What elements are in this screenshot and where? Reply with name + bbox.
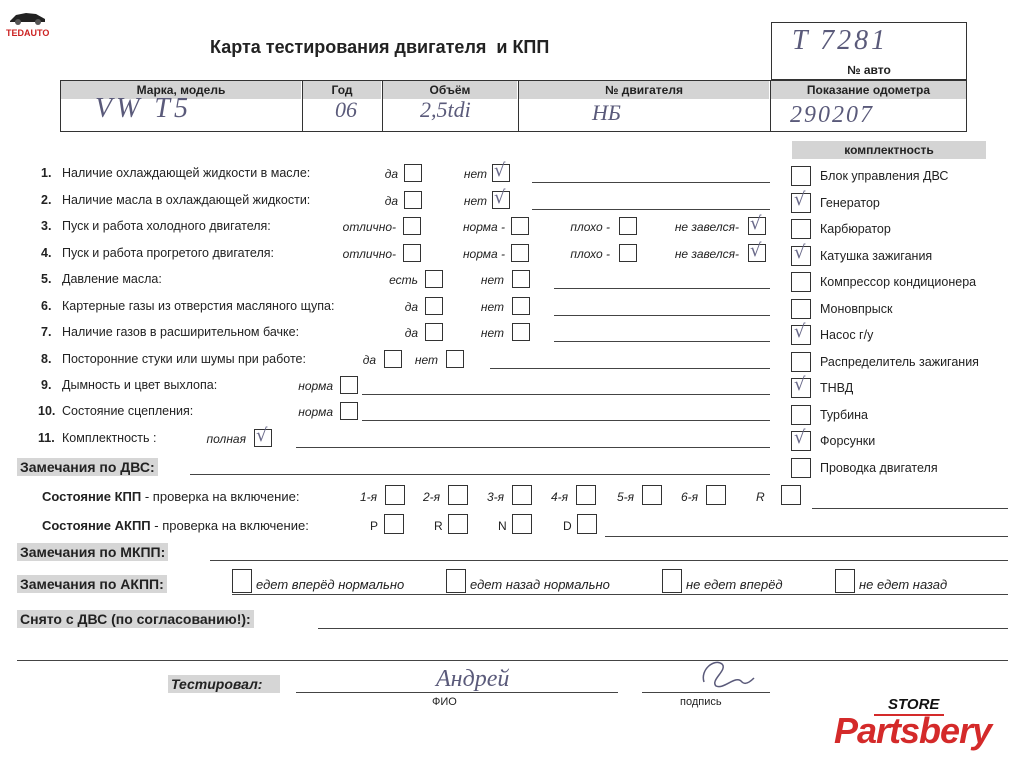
gear-checkbox[interactable] (781, 485, 801, 505)
kpp-label: Состояние КПП (42, 489, 142, 504)
question-number: 5. (41, 272, 52, 286)
option-label: норма - (462, 247, 505, 261)
completeness-checkbox[interactable] (791, 321, 811, 345)
completeness-item: Компрессор кондиционера (820, 275, 977, 289)
answer-line (296, 447, 770, 448)
akpp-remark-label: не едет вперёд (686, 577, 783, 592)
check-mark-icon: √ (794, 188, 806, 210)
gear-checkbox[interactable] (448, 485, 468, 505)
brand-value: VW T5 (95, 93, 192, 124)
check-mark-icon: √ (794, 374, 806, 395)
option-label: плохо - (570, 220, 610, 234)
option-label: нет (480, 326, 504, 340)
answer-line (532, 182, 770, 183)
option-checkbox[interactable] (403, 244, 421, 262)
option-checkbox[interactable] (512, 323, 530, 341)
remarks-dvs-label: Замечания по ДВС: (17, 458, 158, 476)
question-text: Наличие охлаждающей жидкости в масле: (62, 166, 311, 180)
option-checkbox[interactable] (404, 164, 422, 182)
completeness-checkbox[interactable] (791, 299, 811, 319)
question-text: Пуск и работа холодного двигателя: (62, 219, 271, 233)
completeness-item: Карбюратор (820, 222, 891, 236)
option-label: нет (480, 300, 504, 314)
check-mark-icon: √ (494, 160, 506, 181)
option-label: да (404, 300, 418, 314)
option-label: нет (480, 273, 504, 287)
completeness-item: Блок управления ДВС (820, 169, 949, 183)
year-value: 06 (335, 97, 357, 122)
option-label: да (384, 194, 398, 208)
option-checkbox[interactable] (619, 244, 637, 262)
akpp-remark-checkbox[interactable] (446, 569, 466, 593)
signature-line (642, 692, 770, 693)
question-number: 8. (41, 352, 52, 366)
gear-label: 5-я (617, 490, 635, 504)
option-checkbox[interactable] (512, 270, 530, 288)
option-checkbox[interactable] (492, 160, 510, 182)
auto-number-label: № авто (847, 63, 891, 77)
option-label: да (384, 167, 398, 181)
question-text: Наличие газов в расширительном бачке: (62, 325, 300, 339)
remarks-dvs-line (190, 474, 770, 475)
store-logo (830, 696, 1010, 756)
check-mark-icon: √ (794, 427, 806, 448)
brand-header: Марка, модель (61, 81, 301, 99)
question-text: Комплектность : (62, 431, 157, 445)
question-number: 1. (41, 166, 52, 180)
option-checkbox[interactable] (340, 402, 358, 420)
question-text: Пуск и работа прогретого двигателя: (62, 246, 274, 260)
question-text: Наличие масла в охлаждающей жидкости: (62, 193, 311, 207)
option-checkbox[interactable] (748, 213, 766, 235)
option-label: нет (463, 167, 487, 181)
gear-checkbox[interactable] (448, 514, 468, 534)
akpp-remark-checkbox[interactable] (835, 569, 855, 593)
option-checkbox[interactable] (619, 217, 637, 235)
completeness-checkbox[interactable] (791, 458, 811, 478)
completeness-checkbox[interactable] (791, 219, 811, 239)
completeness-checkbox[interactable] (791, 405, 811, 425)
option-label: не завелся- (674, 220, 739, 234)
question-text: Состояние сцепления: (62, 404, 194, 418)
option-checkbox[interactable] (254, 425, 272, 447)
auto-number-box (771, 22, 967, 80)
completeness-checkbox[interactable] (791, 166, 811, 186)
akpp-line (605, 536, 1008, 537)
completeness-checkbox[interactable] (791, 427, 811, 451)
question-number: 3. (41, 219, 52, 233)
gear-label: R (756, 490, 765, 504)
store-name: Partsbery (834, 710, 992, 751)
tester-name: Андрей (436, 666, 510, 692)
option-label: да (362, 353, 376, 367)
completeness-checkbox[interactable] (791, 241, 811, 266)
divider (518, 80, 519, 132)
completeness-title: комплектность (792, 141, 986, 159)
answer-line (532, 209, 770, 210)
question-text: Дымность и цвет выхлопа: (62, 378, 218, 392)
gear-label: P (370, 519, 379, 533)
question-number: 7. (41, 325, 52, 339)
gear-checkbox[interactable] (384, 514, 404, 534)
option-label: нет (414, 353, 438, 367)
kpp-row (42, 489, 299, 504)
question-number: 6. (41, 299, 52, 313)
question-text: Посторонние стуки или шумы при работе: (62, 352, 306, 366)
akpp-row (42, 518, 309, 533)
completeness-checkbox[interactable] (791, 374, 811, 398)
check-mark-icon: √ (750, 240, 762, 261)
car-icon (8, 8, 48, 26)
completeness-item: ТНВД (820, 381, 854, 395)
question-text: Картерные газы из отверстия масляного щупа: (62, 299, 335, 313)
logo (6, 8, 52, 40)
remarks-mkpp-label: Замечания по МКПП: (17, 543, 168, 561)
completeness-checkbox[interactable] (791, 352, 811, 372)
option-label: плохо - (570, 247, 610, 261)
answer-line (362, 420, 770, 421)
odometer-header: Показание одометра (771, 81, 966, 99)
removed-line-1 (318, 628, 1008, 629)
engine-value: НБ (592, 100, 621, 125)
option-checkbox[interactable] (511, 217, 529, 235)
gear-label: 6-я (681, 490, 699, 504)
akpp-remark-checkbox[interactable] (662, 569, 682, 593)
option-checkbox[interactable] (384, 350, 402, 368)
completeness-item: Генератор (820, 195, 880, 210)
removed-label: Снято с ДВС (по согласованию!): (17, 610, 254, 628)
answer-line (362, 394, 770, 395)
completeness-checkbox[interactable] (791, 272, 811, 292)
answer-line (554, 315, 770, 316)
answer-line (554, 341, 770, 342)
gear-label: 2-я (423, 490, 441, 504)
option-checkbox[interactable] (403, 217, 421, 235)
completeness-item: Моновпрыск (820, 301, 893, 316)
option-checkbox[interactable] (446, 350, 464, 368)
option-checkbox[interactable] (425, 270, 443, 288)
year-header: Год (303, 81, 381, 99)
divider (382, 80, 383, 132)
option-label: отлично- (342, 247, 396, 261)
completeness-item: Форсунки (820, 434, 876, 448)
question-number: 10. (38, 404, 56, 418)
akpp-remark-line (232, 594, 1008, 595)
option-label: норма (298, 379, 333, 393)
kpp-line (812, 508, 1008, 509)
akpp-label: Состояние АКПП (42, 518, 151, 533)
tested-label: Тестировал: (168, 675, 280, 693)
gear-checkbox[interactable] (642, 485, 662, 505)
gear-label: R (434, 519, 443, 533)
akpp-remark-label: едет назад нормально (470, 577, 610, 592)
remarks-akpp-label: Замечания по АКПП: (17, 575, 167, 593)
volume-header: Объём (383, 81, 517, 99)
option-label: норма (298, 405, 333, 419)
option-label: не завелся- (674, 247, 739, 261)
akpp-remark-checkbox[interactable] (232, 569, 252, 593)
signature-label: подпись (680, 696, 722, 708)
check-mark-icon: √ (494, 187, 506, 208)
check-mark-icon: √ (256, 425, 268, 446)
kpp-suffix: - проверка на включение: (141, 489, 300, 504)
odometer-value: 290207 (790, 102, 874, 128)
option-checkbox[interactable] (512, 297, 530, 315)
store-top-text: STORE (888, 696, 940, 713)
divider (302, 80, 303, 132)
option-checkbox[interactable] (404, 191, 422, 209)
option-checkbox[interactable] (492, 187, 510, 209)
option-checkbox[interactable] (425, 323, 443, 341)
completeness-item: Катушка зажигания (820, 248, 933, 263)
option-checkbox[interactable] (748, 240, 766, 262)
volume-value: 2,5tdi (420, 97, 471, 122)
akpp-remark-label: едет вперёд нормально (256, 577, 405, 592)
gear-label: N (498, 519, 507, 533)
option-label: да (404, 326, 418, 340)
auto-number-value: T 7281 (792, 25, 889, 56)
gear-label: 3-я (487, 490, 505, 504)
option-label: нет (463, 194, 487, 208)
removed-line-2 (17, 660, 1008, 661)
check-mark-icon: √ (794, 241, 806, 263)
completeness-checkbox[interactable] (791, 188, 811, 213)
question-number: 11. (38, 431, 55, 445)
logo-text: TEDAUTO (6, 28, 50, 38)
option-checkbox[interactable] (425, 297, 443, 315)
gear-checkbox[interactable] (576, 485, 596, 505)
completeness-item: Турбина (820, 407, 868, 422)
divider (770, 80, 771, 132)
gear-label: D (563, 519, 572, 533)
gear-label: 4-я (551, 490, 569, 504)
akpp-suffix: - проверка на включение: (150, 518, 309, 533)
question-text: Давление масла: (62, 272, 162, 286)
gear-label: 1-я (360, 490, 378, 504)
question-number: 9. (41, 378, 52, 392)
question-number: 2. (41, 193, 52, 207)
gear-checkbox[interactable] (385, 485, 405, 505)
option-label: полная (206, 432, 246, 446)
answer-line (490, 368, 770, 369)
answer-line (554, 288, 770, 289)
option-checkbox[interactable] (340, 376, 358, 394)
completeness-item: Насос г/у (820, 328, 874, 342)
gear-checkbox[interactable] (512, 514, 532, 534)
gear-checkbox[interactable] (577, 514, 597, 534)
remarks-mkpp-line (210, 560, 1008, 561)
page-title: Карта тестирования двигателя и КПП (210, 37, 550, 57)
question-number: 4. (41, 246, 52, 260)
akpp-remark-label: не едет назад (859, 577, 948, 592)
fio-label: ФИО (432, 696, 457, 708)
completeness-item: Распределитель зажигания (820, 354, 979, 369)
option-label: отлично- (342, 220, 396, 234)
gear-checkbox[interactable] (512, 485, 532, 505)
engine-header: № двигателя (519, 81, 769, 99)
check-mark-icon: √ (750, 213, 762, 234)
option-checkbox[interactable] (511, 244, 529, 262)
gear-checkbox[interactable] (706, 485, 726, 505)
signature-icon (696, 652, 756, 692)
check-mark-icon: √ (794, 321, 806, 342)
option-label: норма - (462, 220, 505, 234)
completeness-item: Проводка двигателя (820, 460, 938, 475)
option-label: есть (389, 273, 418, 287)
